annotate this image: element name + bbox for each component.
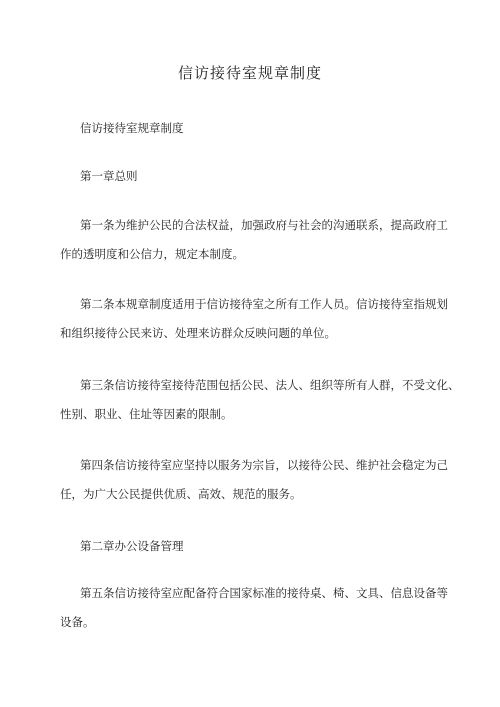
article-line: 设备。 (60, 615, 95, 629)
article-line: 第三条信访接待室接待范围包括公民、法人、组织等所有人群，不受文化、 (80, 378, 460, 392)
article-line: 第四条信访接待室应坚持以服务为宗旨，以接待公民、维护社会稳定为己 (80, 458, 448, 472)
article-line: 第五条信访接待室应配备符合国家标准的接待桌、椅、文具、信息设备等 (80, 586, 448, 600)
article-line: 任，为广大公民提供优质、高效、规范的服务。 (60, 487, 302, 501)
article-line: 作的透明度和公信力，规定本制度。 (60, 247, 244, 261)
chapter-heading: 第一章总则 (80, 169, 138, 183)
article-line: 第二条本规章制度适用于信访接待室之所有工作人员。信访接待室指规划 (80, 297, 448, 311)
chapter-heading: 第二章办公设备管理 (80, 539, 184, 553)
document-title: 信访接待室规章制度 (177, 64, 322, 82)
article-line: 第一条为维护公民的合法权益，加强政府与社会的沟通联系，提高政府工 (80, 218, 448, 232)
article-line: 性别、职业、住址等因素的限制。 (60, 407, 233, 421)
subtitle-line: 信访接待室规章制度 (80, 121, 184, 135)
article-line: 和组织接待公民来访、处理来访群众反映问题的单位。 (60, 326, 336, 340)
